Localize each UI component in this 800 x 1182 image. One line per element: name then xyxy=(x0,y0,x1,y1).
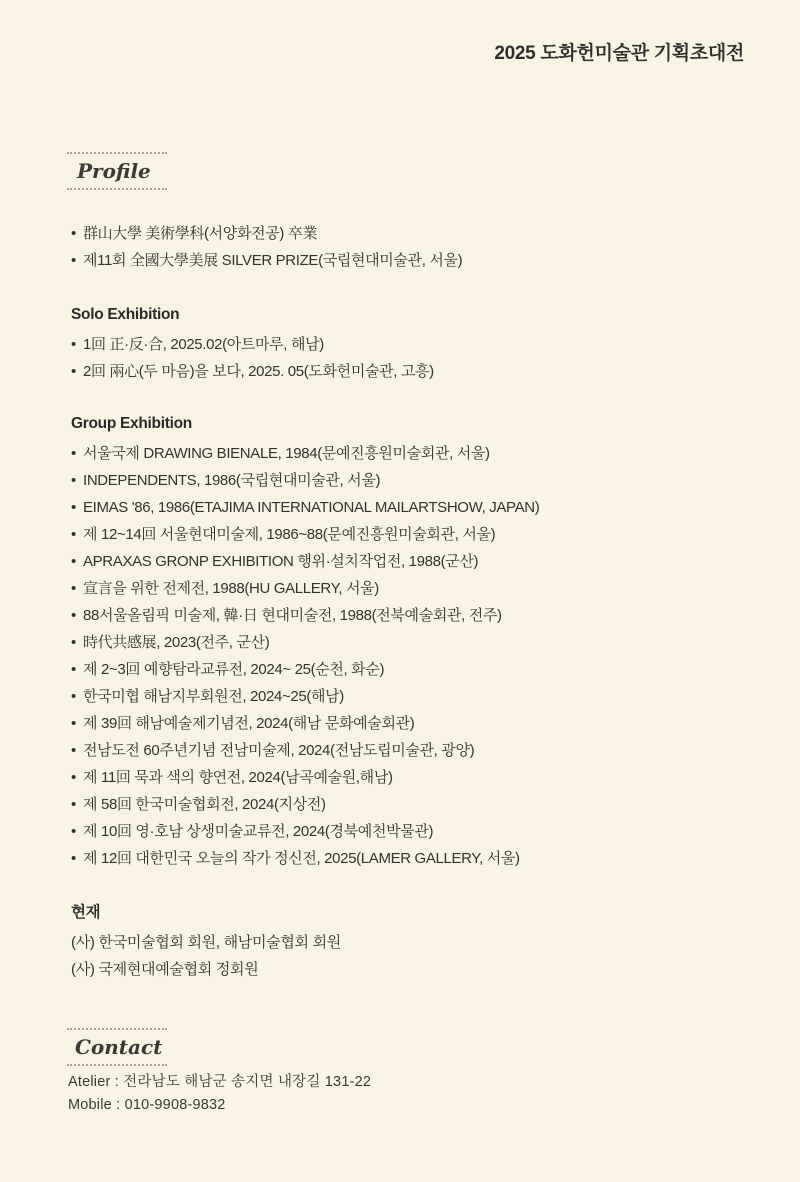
list-item: • 한국미협 해남지부회원전, 2024~25(해남) xyxy=(71,688,344,705)
membership-line: (사) 한국미술협회 회원, 해남미술협회 회원 xyxy=(71,934,341,951)
list-item: • 제 11回 묵과 색의 향연전, 2024(남곡예술원,해남) xyxy=(71,769,393,786)
list-item: • APRAXAS GRONP EXHIBITION 행위·설치작업전, 1988(군산) xyxy=(71,553,479,570)
contact-info xyxy=(68,1071,760,1117)
bottom-dotted-divider xyxy=(67,1064,167,1066)
list-item: • 宣言을 위한 전제전, 1988(HU GALLERY, 서울) xyxy=(71,580,379,597)
group-exhibition-section xyxy=(71,412,760,872)
list-item: • 제 12~14回 서울현대미술제, 1986~88(문예진흥원미술회관, 서울) xyxy=(71,526,496,543)
bottom-dotted-divider xyxy=(67,188,167,190)
profile-section-heading xyxy=(67,152,167,190)
contact-section-heading xyxy=(67,1028,167,1066)
mobile-number: Mobile : 010-9908-9832 xyxy=(68,1097,226,1113)
list-item: • 제 58回 한국미술협회전, 2024(지상전) xyxy=(71,796,326,813)
list-item: • 제 10回 영·호남 상생미술교류전, 2024(경북예천박물관) xyxy=(71,823,434,840)
list-item: • 제 39回 해남예술제기념전, 2024(해남 문화예술회관) xyxy=(71,715,415,732)
list-item: • 1回 正·反·合, 2025.02(아트마루, 해남) xyxy=(71,336,324,353)
current-heading: 현재 xyxy=(71,904,101,921)
list-item: • 時代共感展, 2023(전주, 군산) xyxy=(71,634,270,651)
page-header-title: 2025 도화헌미술관 기획초대전 xyxy=(494,43,744,64)
list-item: • 제11회 全國大學美展 SILVER PRIZE(국립현대미술관, 서울) xyxy=(71,252,463,269)
solo-exhibition-heading: Solo Exhibition xyxy=(71,306,180,323)
list-item: • INDEPENDENTS, 1986(국립현대미술관, 서울) xyxy=(71,472,381,489)
profile-heading: Profile xyxy=(77,159,151,183)
current-membership-section xyxy=(71,901,760,983)
group-exhibition-heading: Group Exhibition xyxy=(71,415,192,432)
education-list xyxy=(71,220,760,274)
list-item: • EIMAS '86, 1986(ETAJIMA INTERNATIONAL MAILARTSHOW, JAPAN) xyxy=(71,499,540,516)
membership-line: (사) 국제현대예술협회 정회원 xyxy=(71,961,259,978)
list-item: • 群山大學 美術學科(서양화전공) 卒業 xyxy=(71,225,318,242)
contact-heading: Contact xyxy=(75,1035,163,1059)
list-item: • 서울국제 DRAWING BIENALE, 1984(문예진흥원미술회관, 서울) xyxy=(71,445,490,462)
list-item: • 제 2~3回 예향탐라교류전, 2024~ 25(순천, 화순) xyxy=(71,661,385,678)
list-item: • 88서울올림픽 미술제, 韓·日 현대미술전, 1988(전북예술회관, 전주) xyxy=(71,607,502,624)
solo-exhibition-section xyxy=(71,303,760,385)
atelier-address: Atelier : 전라남도 해남군 송지면 내장길 131-22 xyxy=(68,1074,372,1090)
list-item: • 2回 兩心(두 마음)을 보다, 2025. 05(도화헌미술관, 고흥) xyxy=(71,363,434,380)
list-item: • 제 12回 대한민국 오늘의 작가 정신전, 2025(LAMER GALLERY, 서울) xyxy=(71,850,520,867)
list-item: • 전남도전 60주년기념 전남미술제, 2024(전남도립미술관, 광양) xyxy=(71,742,475,759)
